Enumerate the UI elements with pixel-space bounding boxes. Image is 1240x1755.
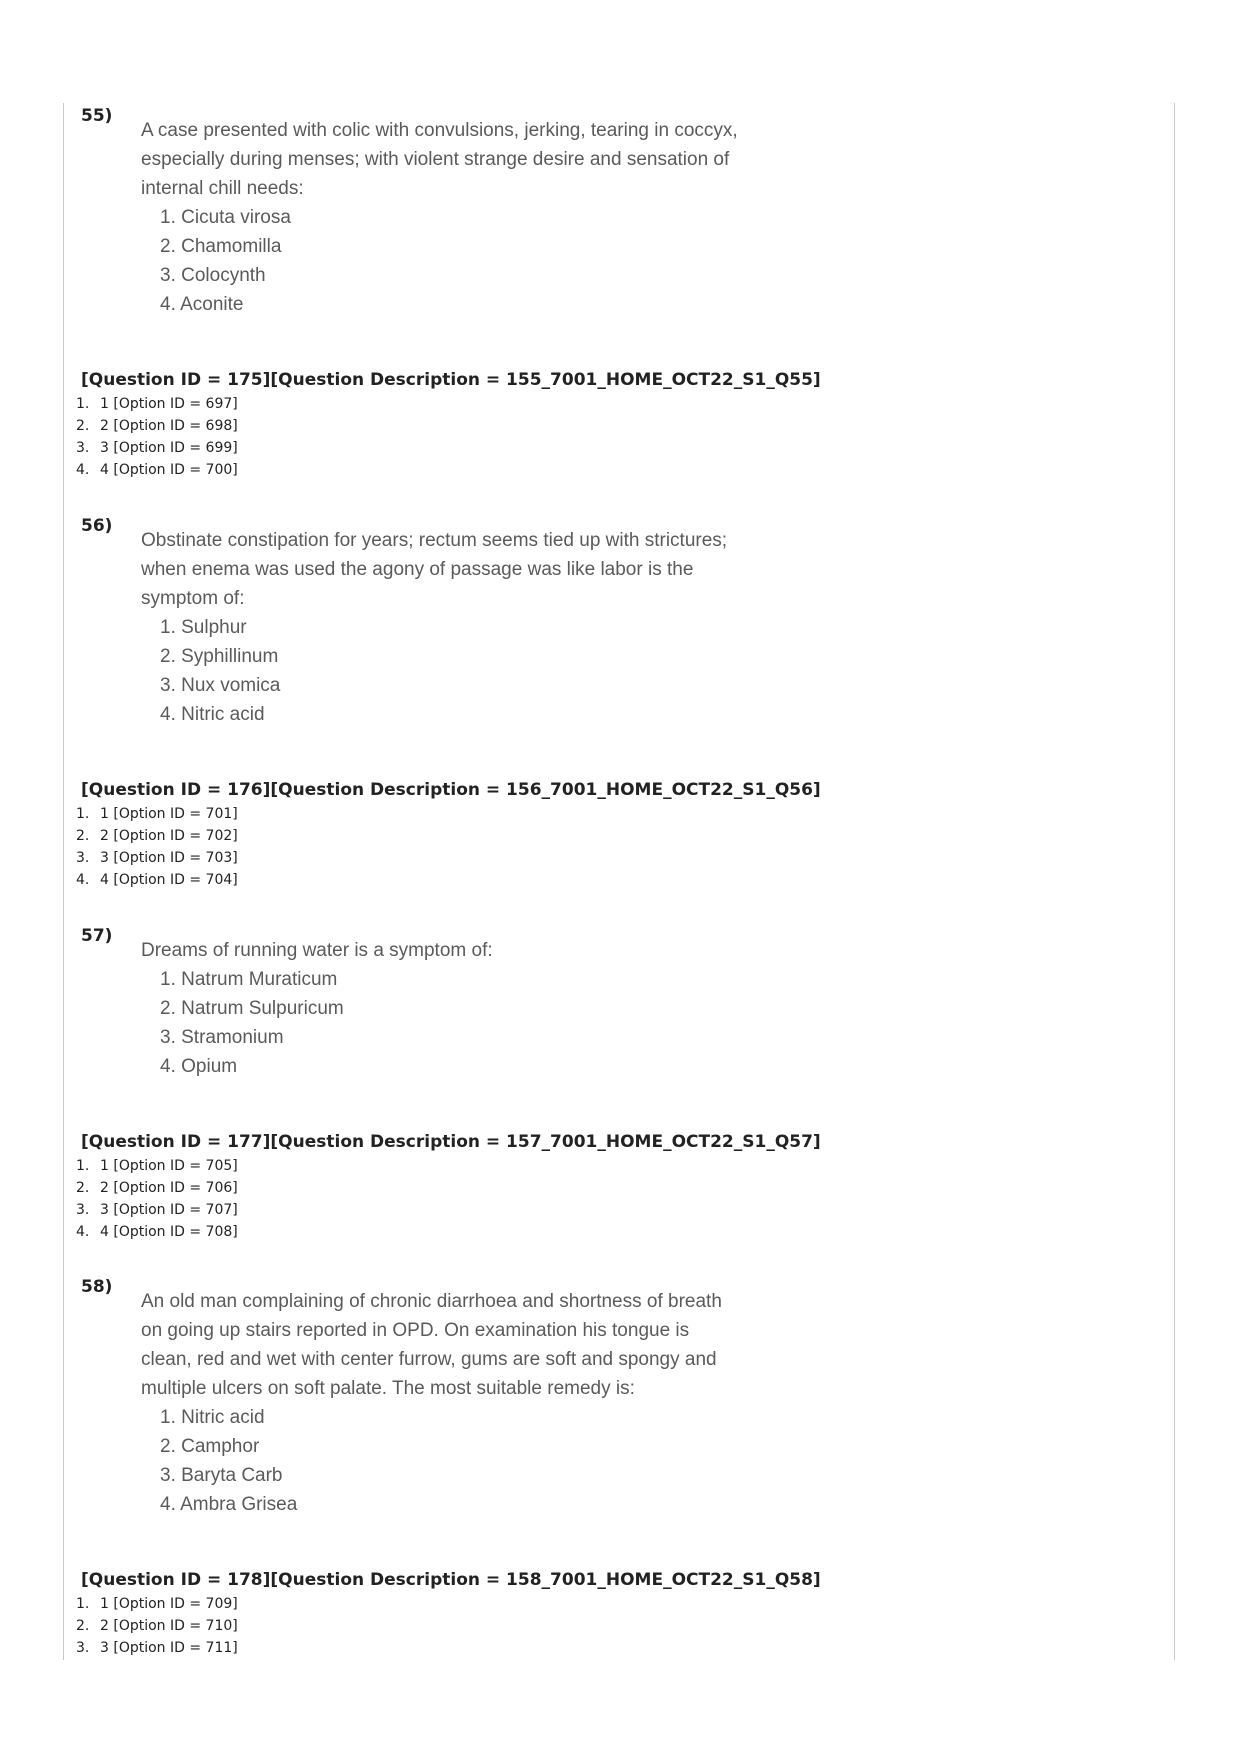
choice-item: 4. Opium [160,1056,238,1077]
option-id-item: 3. 3 [Option ID = 707] [76,1202,238,1218]
choice-list [141,203,741,319]
option-id-item: 1. 1 [Option ID = 697] [76,396,238,412]
choice-item: 2. Camphor [160,1436,260,1457]
option-id-item: 4. 4 [Option ID = 700] [76,462,238,478]
option-id-item: 1. 1 [Option ID = 709] [76,1596,238,1612]
question-stem: An old man complaining of chronic diarrhoea and shortness of breath on going up stairs reported in OPD. On examination his tongue is clean, red and wet with center furrow, gums are soft and spongy and multiple ulcers on soft palate. The most suitable remedy is: [141,1291,722,1399]
choice-item: 2. Natrum Sulpuricum [160,998,344,1019]
option-id-item: 3. 3 [Option ID = 703] [76,850,238,866]
choice-item: 1. Nitric acid [160,1407,265,1428]
choice-item: 1. Cicuta virosa [160,207,291,228]
choice-list [141,1403,741,1519]
option-id-item: 4. 4 [Option ID = 704] [76,872,238,888]
question-meta: [Question ID = 175][Question Description = 155_7001_HOME_OCT22_S1_Q55] [81,370,821,390]
question-stem: Obstinate constipation for years; rectum seems tied up with strictures; when enema was used the agony of passage was like labor is the symptom of: [141,530,728,609]
choice-item: 1. Sulphur [160,617,247,638]
choice-item: 1. Natrum Muraticum [160,969,338,990]
option-id-item: 1. 1 [Option ID = 701] [76,806,238,822]
choice-item: 3. Colocynth [160,265,266,286]
choice-item: 3. Nux vomica [160,675,281,696]
question-body [141,1287,741,1519]
option-id-item: 3. 3 [Option ID = 711] [76,1640,238,1656]
question-meta: [Question ID = 178][Question Description = 158_7001_HOME_OCT22_S1_Q58] [81,1570,821,1590]
option-id-list [76,1593,238,1659]
choice-list [141,965,741,1081]
option-id-item: 2. 2 [Option ID = 710] [76,1618,238,1634]
option-id-list [76,1155,238,1243]
option-id-item: 2. 2 [Option ID = 706] [76,1180,238,1196]
option-id-item: 2. 2 [Option ID = 698] [76,418,238,434]
question-body [141,526,741,729]
option-id-item: 2. 2 [Option ID = 702] [76,828,238,844]
choice-item: 4. Ambra Grisea [160,1494,298,1515]
question-meta: [Question ID = 176][Question Description = 156_7001_HOME_OCT22_S1_Q56] [81,780,821,800]
question-body [141,116,741,319]
question-number: 55) [81,106,113,126]
choice-item: 4. Nitric acid [160,704,265,725]
choice-item: 2. Syphillinum [160,646,279,667]
option-id-item: 3. 3 [Option ID = 699] [76,440,238,456]
choice-item: 4. Aconite [160,294,244,315]
option-id-list [76,393,238,481]
question-number: 56) [81,516,113,536]
question-number: 57) [81,926,113,946]
question-number: 58) [81,1277,113,1297]
page-border-left [63,103,64,1660]
question-meta: [Question ID = 177][Question Description = 157_7001_HOME_OCT22_S1_Q57] [81,1132,821,1152]
page-border-right [1174,103,1175,1660]
option-id-list [76,803,238,891]
option-id-item: 1. 1 [Option ID = 705] [76,1158,238,1174]
choice-list [141,613,741,729]
option-id-item: 4. 4 [Option ID = 708] [76,1224,238,1240]
question-stem: Dreams of running water is a symptom of: [141,940,493,961]
choice-item: 2. Chamomilla [160,236,282,257]
question-body [141,936,741,1081]
question-stem: A case presented with colic with convulsions, jerking, tearing in coccyx, especially during menses; with violent strange desire and sensation of internal chill needs: [141,120,738,199]
choice-item: 3. Stramonium [160,1027,284,1048]
choice-item: 3. Baryta Carb [160,1465,283,1486]
